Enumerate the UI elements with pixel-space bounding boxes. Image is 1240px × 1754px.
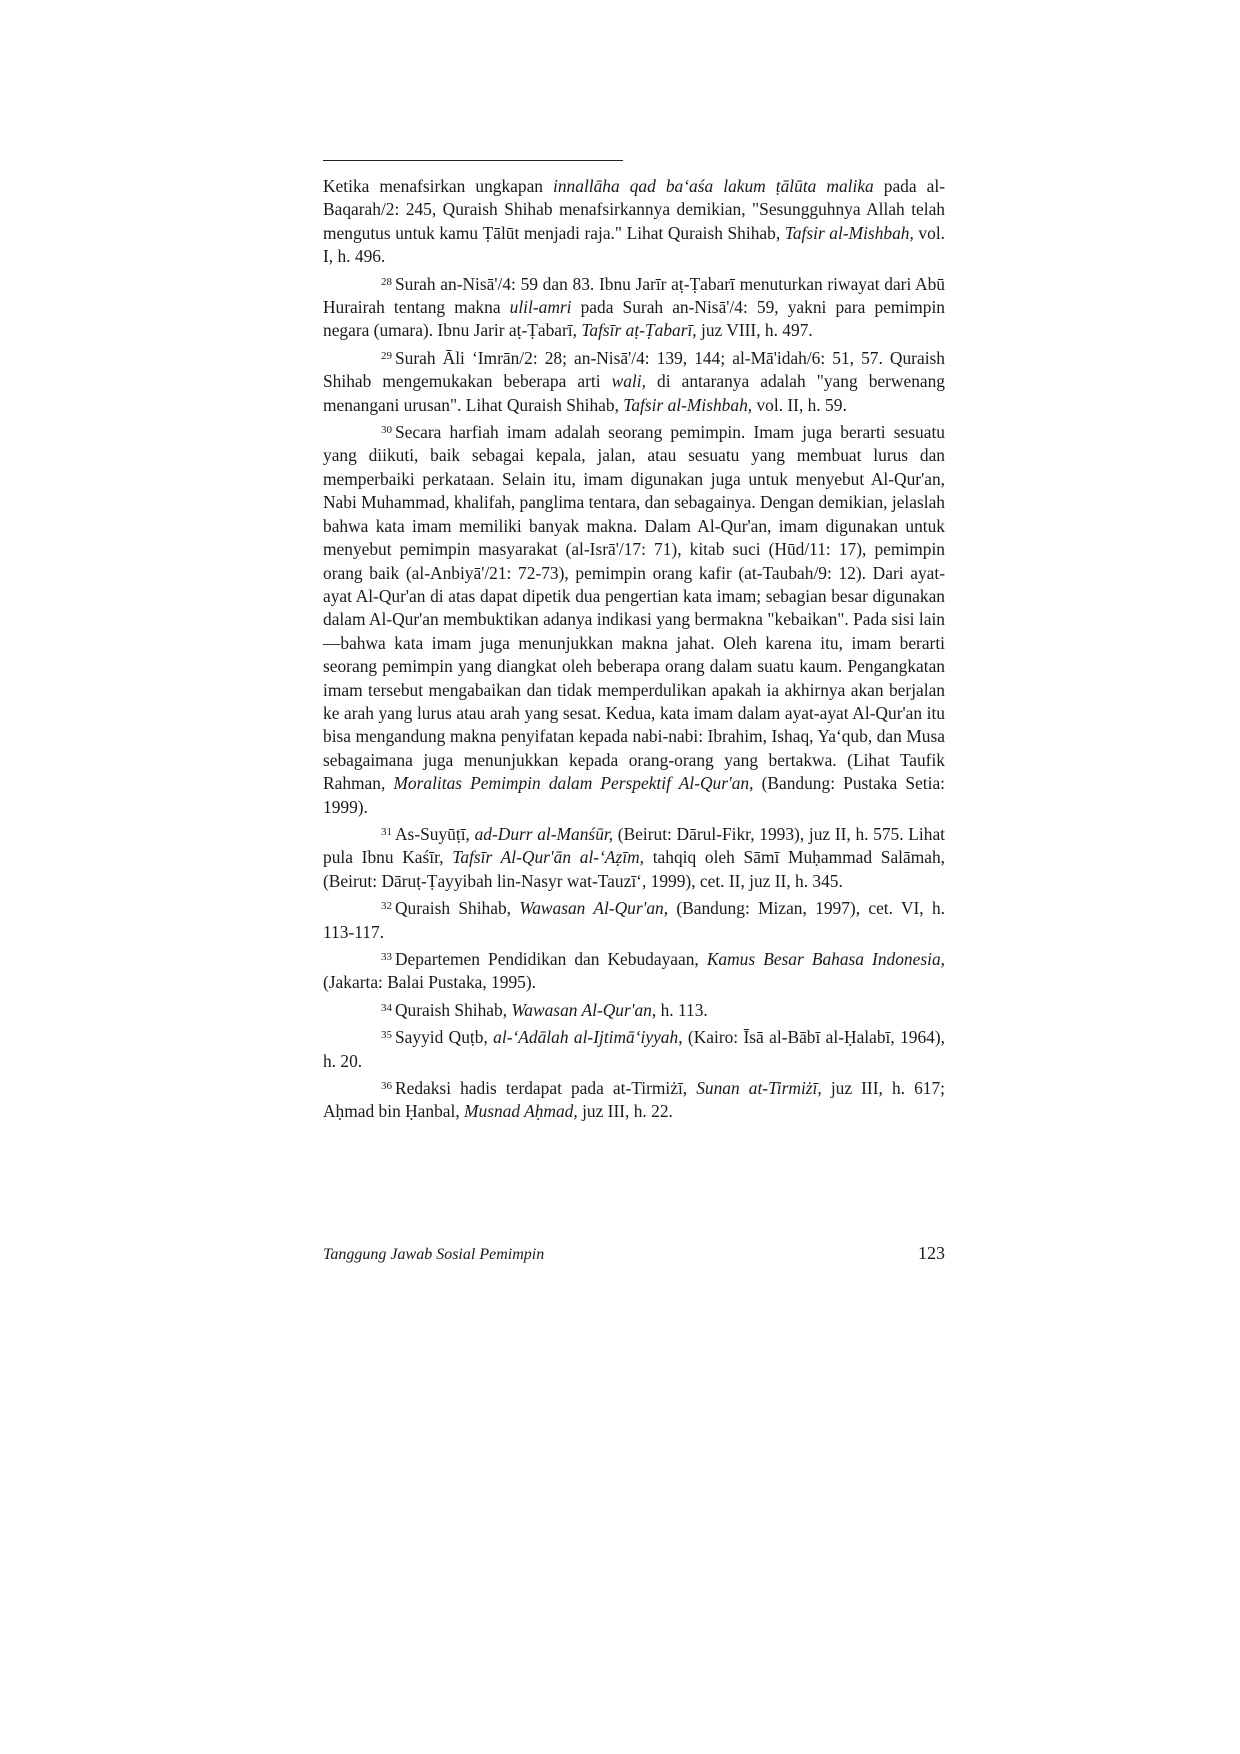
footnote-text: Ketika menafsirkan ungkapan	[323, 176, 554, 196]
footnote-title-text: ad-Durr al-Manśūr,	[474, 823, 614, 844]
footnote-title-text: Kamus Besar Bahasa Indonesia	[706, 949, 941, 969]
footnote-number: 31	[381, 825, 392, 838]
footnote	[323, 273, 945, 343]
footnote-text: Secara harfiah imam adalah seorang pemimpin. Imam juga berarti sesuatu yang diikuti, baik sebagai kepala, jalan, atau sesuatu yang membuat lurus dan memperbaiki perkataan. Selain itu, imam digunakan juga untuk menyebut Al-Qur'an, Nabi Muhammad, khalifah, panglima tentara, dan sebagainya. Dengan demikian, jelaslah bahwa kata imam memiliki banyak makna. Dalam Al-Qur'an, imam digunakan untuk menyebut pemimpin masyarakat (al-Isrā'/17: 71), kitab suci (Hūd/11: 17), pemimpin orang baik (al-Anbiyā'/21: 72-73), pemimpin orang kafir (at-Taubah/9: 12). Dari ayat-ayat Al-Qur'an di atas dapat dipetik dua pengertian kata imam; sebagian besar digunakan dalam Al-Qur'an membuktikan adanya indikasi yang bermakna "kebaikan". Pada sisi lain—bahwa kata imam juga menunjukkan makna jahat. Oleh karena itu, imam berarti seorang pemimpin yang diangkat oleh beberapa orang dalam suatu kaum. Pengangkatan imam tersebut mengabaikan dan tidak memperdulikan apakah ia akhirnya akan berjalan ke arah yang lurus atau arah yang sesat. Kedua, kata imam dalam ayat-ayat Al-Qur'an itu bisa mengandung makna penyifatan kepada nabi-nabi: Ibrahim, Ishaq, Ya‘qub, dan Musa sebagaimana juga menunjukkan kepada orang-orang yang bertakwa. (Lihat Taufik Rahman,	[323, 422, 945, 794]
running-title: Tanggung Jawab Sosial Pemimpin	[323, 1246, 545, 1263]
footnote-title-text: Tafsīr aṭ-Ṭabarī,	[581, 320, 697, 341]
footnote-text: Sayyid Quṭb,	[395, 1027, 494, 1048]
footnote	[323, 897, 945, 944]
footnote-title-text: innallāha qad ba‘aśa lakum ṭālūta malika	[553, 176, 874, 196]
footnote-text: Quraish Shihab,	[395, 898, 520, 919]
footnote-title-text: Wawasan Al-Qur'an	[511, 999, 652, 1020]
footnote-text: Surah an-Nisā'/4: 59 dan 83. Ibnu Jarīr aṭ-Ṭabarī menuturkan riwayat dari Abū Hurairah tentang makna	[323, 273, 945, 318]
footnote-text: Redaksi hadis terdapat pada at-Tirmiżī,	[395, 1078, 697, 1099]
footnote-number: 32	[381, 900, 392, 913]
footnote-title-text: Musnad Aḥmad,	[464, 1101, 578, 1122]
footnote	[323, 823, 945, 893]
footnote-text: vol. I, h. 496.	[323, 222, 945, 267]
footnote-text: (Beirut: Dārul-Fikr, 1993), juz II, h. 575. Lihat pula Ibnu Kaśīr,	[323, 823, 945, 868]
footnote-text: pada al-Baqarah/2: 245, Quraish Shihab menafsirkannya demikian, "Sesungguhnya Allah telah mengutus untuk kamu Ṭālūt menjadi raja." Lihat Quraish Shihab,	[323, 176, 945, 243]
footnote	[323, 421, 945, 819]
footnote-number: 35	[381, 1029, 392, 1042]
footnote-text: , (Kairo: Īsā al-Bābī al-Ḥalabī, 1964), h. 20.	[323, 1027, 946, 1071]
footnote-text: di antaranya adalah "yang berwenang menangani urusan". Lihat Quraish Shihab,	[323, 371, 946, 415]
footnote	[323, 1026, 945, 1073]
footnote-title-text: Sunan at-Tirmiżī,	[696, 1078, 822, 1099]
footnote-title-text: ulil-amri	[509, 297, 572, 318]
footnote-text: juz VIII, h. 497.	[696, 320, 813, 341]
footnote-text: juz III, h. 617; Aḥmad bin Ḥanbal,	[323, 1078, 945, 1122]
footnote-text: Surah Āli ‘Imrān/2: 28; an-Nisā'/4: 139, 144; al-Mā'idah/6: 51, 57. Quraish Shihab mengemukakan beberapa arti	[323, 347, 945, 392]
footnote	[323, 1077, 945, 1124]
footnote	[323, 948, 945, 995]
footnote-title-text: Wawasan Al-Qur'an	[519, 898, 664, 919]
footnote-text: , h. 113.	[651, 999, 708, 1020]
footnote-separator-rule	[323, 160, 623, 161]
footnote-number: 29	[381, 349, 392, 362]
footnote-number: 30	[381, 424, 392, 437]
footnote-text: vol. II, h. 59.	[752, 394, 847, 415]
footnote-number: 28	[381, 275, 392, 288]
page-number: 123	[918, 1243, 945, 1263]
footnote-number: 34	[381, 1001, 392, 1014]
footnote-title-text: Tafsir al-Mishbah,	[623, 394, 753, 415]
footnote	[323, 999, 945, 1022]
footnotes-section	[323, 160, 945, 1128]
footnote-list	[323, 175, 945, 1124]
footnote-number: 33	[381, 951, 392, 963]
footnote-title-text: Tafsir al-Mishbah,	[784, 222, 914, 243]
footnote-text: (Bandung: Pustaka Setia: 1999).	[323, 773, 945, 817]
footnote-text: Departemen Pendidikan dan Kebudayaan,	[395, 949, 707, 969]
footnote-text: tahqiq oleh Sāmī Muḥammad Salāmah, (Beirut: Dāruṭ-Ṭayyibah lin-Nasyr wat-Tauzī‘, 1999), cet. II, juz II, h. 345.	[323, 847, 946, 891]
footnote-title-text: wali,	[611, 371, 646, 392]
footnote	[323, 347, 945, 417]
footnote-text: , (Jakarta: Balai Pustaka, 1995).	[323, 949, 946, 993]
footnote-text: As-Suyūṭī,	[395, 823, 475, 844]
footnote-text: , (Bandung: Mizan, 1997), cet. VI, h. 113-117.	[323, 898, 945, 942]
footnote-text: juz III, h. 22.	[577, 1101, 673, 1122]
footnote	[323, 175, 945, 269]
page-footer	[323, 1243, 945, 1264]
footnote-text: Quraish Shihab,	[395, 999, 512, 1020]
footnote-title-text: Moralitas Pemimpin dalam Perspektif Al-Qur'an,	[393, 773, 754, 794]
footnote-text: pada Surah an-Nisā'/4: 59, yakni para pemimpin negara (umara). Ibnu Jarir aṭ-Ṭabarī,	[323, 297, 946, 341]
footnote-title-text: al-‘Adālah al-Ijtimā‘iyyah	[493, 1027, 679, 1048]
footnote-number: 36	[381, 1080, 392, 1093]
footnote-title-text: Tafsīr Al-Qur'ān al-‘Aẓīm,	[452, 847, 644, 868]
